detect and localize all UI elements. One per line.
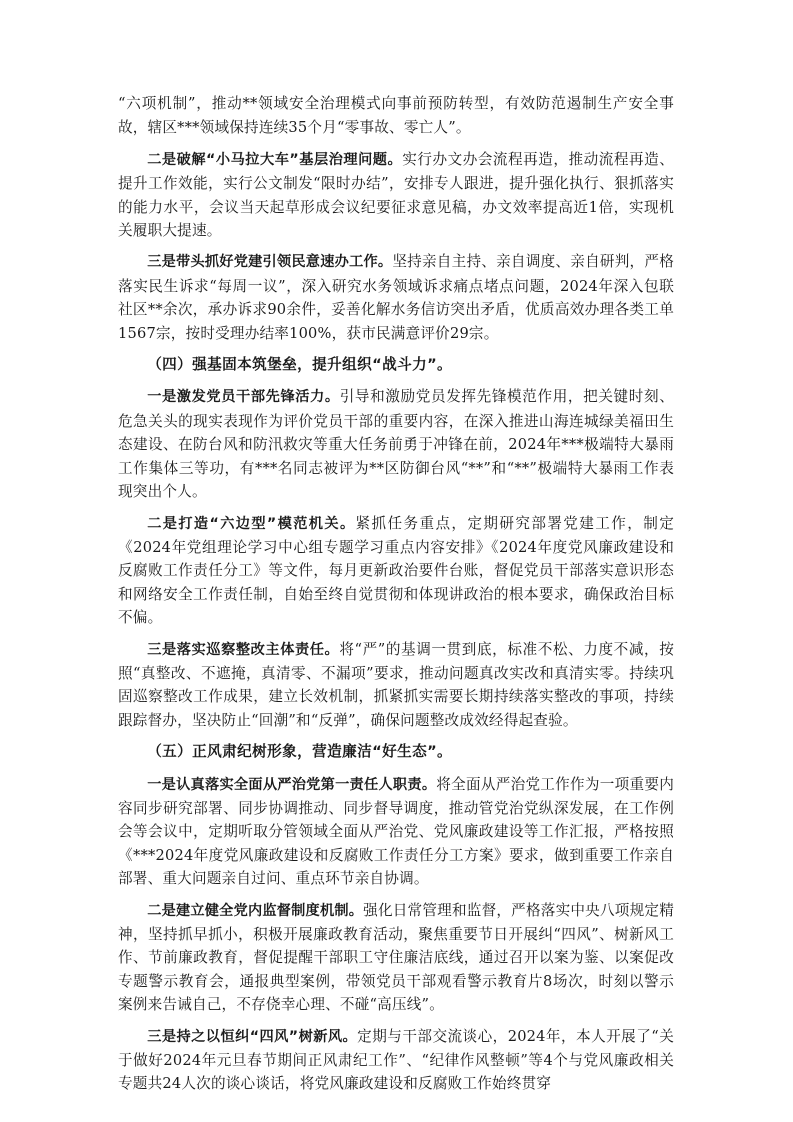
paragraph-inspection-rectification bbox=[118, 638, 674, 733]
paragraph-text: 将“严”的基调一贯到底，标准不松、力度不减，按照“真整改、不遮掩，真清零、不漏项”要求，推动问题真改实改和真清实零。持续巩固巡察整改工作成果，建立长效机制，抓紧抓实需要长期持续落实整改的事项，持续跟踪督办，坚决防止“回潮”和“反弹”，确保问题整改成效经得起查验。 bbox=[118, 640, 674, 729]
section-heading-4: （四）强基固本筑堡垒，提升组织“战斗力”。 bbox=[147, 356, 453, 374]
paragraph-vanguard-vitality bbox=[118, 385, 674, 503]
paragraph-internal-supervision bbox=[118, 899, 674, 1017]
paragraph-text: 强化日常管理和监督，严格落实中央八项规定精神，坚持抓早抓小，积极开展廉政教育活动，聚焦重要节日开展纠“四风”、树新风工作、节前廉政教育，督促提醒干部职工守住廉洁底线，通过召开以案为鉴、以案促改专题警示教育会，通报典型案例，带领党员干部观看警示教育片8场次，时刻以警示案例来告诫自己，不存侥幸心理、不碰“高压线”。 bbox=[118, 901, 674, 1014]
paragraph-first-responsibility bbox=[118, 773, 674, 891]
paragraph-text: 坚持亲自主持、亲自调度、亲自研判，严格落实民生诉求“每周一议”，深入研究水务领域诉求痛点堵点问题，2024年深入包联社区**余次，承办诉求90余件，妥善化解水务信访突出矛盾，优质高效办理各类工单1567宗，按时受理办结率100%，获市民满意评价29宗。 bbox=[118, 253, 674, 342]
paragraph-lead: 一是认真落实全面从严治党第一责任人职责。 bbox=[147, 776, 437, 793]
paragraph-lead: 三是落实巡察整改主体责任。 bbox=[147, 641, 340, 658]
paragraph-lead: 三是带头抓好党建引领民意速办工作。 bbox=[147, 254, 393, 271]
paragraph-lead: 二是建立健全党内监督制度机制。 bbox=[147, 902, 364, 919]
paragraph-four-winds bbox=[118, 1025, 674, 1096]
document-body bbox=[118, 92, 674, 1104]
paragraph-text: 紧抓任务重点，定期研究部署党建工作，制定《2024年党组理论学习中心组专题学习重点内容安排》《2024年度党风廉政建设和反腐败工作责任分工》等文件，每月更新政治要件台账，督促党员干部落实意识形态和网络安全工作责任制，自始至终自觉贯彻和体现讲政治的根本要求，确保政治目标不偏。 bbox=[118, 514, 674, 627]
paragraph-lead: 二是打造“六边型”模范机关。 bbox=[147, 515, 356, 532]
paragraph-text: 实行办文办会流程再造，推动流程再造、提升工作效能，实行公文制发“限时办结”，安排专人跟进，提升强化执行、狠抓落实的能力水平，会议当天起草形成会议纪要征求意见稿，办文效率提高近1倍，实现机关履职大提速。 bbox=[118, 150, 674, 240]
paragraph-model-organ bbox=[118, 512, 674, 630]
paragraph-text: “六项机制”，推动**领域安全治理模式向事前预防转型，有效防范遏制生产安全事故，辖区***领域保持连续35个月“零事故、零亡人”。 bbox=[118, 95, 674, 137]
paragraph-continuation bbox=[118, 92, 674, 140]
section-heading-5: （五）正风肃纪树形象，营造廉洁“好生态”。 bbox=[147, 743, 453, 761]
paragraph-text: 将全面从严治党工作作为一项重要内容同步研究部署、同步协调推动、同步督导调度，推动管党治党纵深发展，在工作例会等会议中，定期听取分管领域全面从严治党、党风廉政建设等工作汇报，严格按照《***2024年度党风廉政建设和反腐败工作责任分工方案》要求，做到重要工作亲自部署、重大问题亲自过问、重点环节亲自协调。 bbox=[118, 775, 674, 888]
paragraph-lead: 三是持之以恒纠“四风”树新风。 bbox=[147, 1028, 358, 1045]
paragraph-grassroots-governance bbox=[118, 148, 674, 243]
paragraph-lead: 一是激发党员干部先锋活力。 bbox=[147, 389, 340, 406]
paragraph-text: 引导和激励党员发挥先锋模范作用，把关键时刻、危急关头的现实表现作为评价党员干部的重要内容，在深入推进山海连城绿美福田生态建设、在防台风和防汛救灾等重大任务前勇于冲锋在前，2024年***极端特大暴雨工作集体三等功，有***名同志被评为**区防御台风“**”和“**”极端特大暴雨工作表现突出个人。 bbox=[118, 388, 674, 501]
paragraph-party-building-public-opinion bbox=[118, 250, 674, 345]
paragraph-lead: 二是破解“小马拉大车”基层治理问题。 bbox=[147, 151, 403, 168]
paragraph-text: 定期与干部交流谈心，2024年，本人开展了“关于做好2024年元旦春节期间正风肃纪工作”、“纪律作风整顿”等4个与党风廉政相关专题共24人次的谈心谈话，将党风廉政建设和反腐败工作始终贯穿 bbox=[118, 1027, 674, 1093]
